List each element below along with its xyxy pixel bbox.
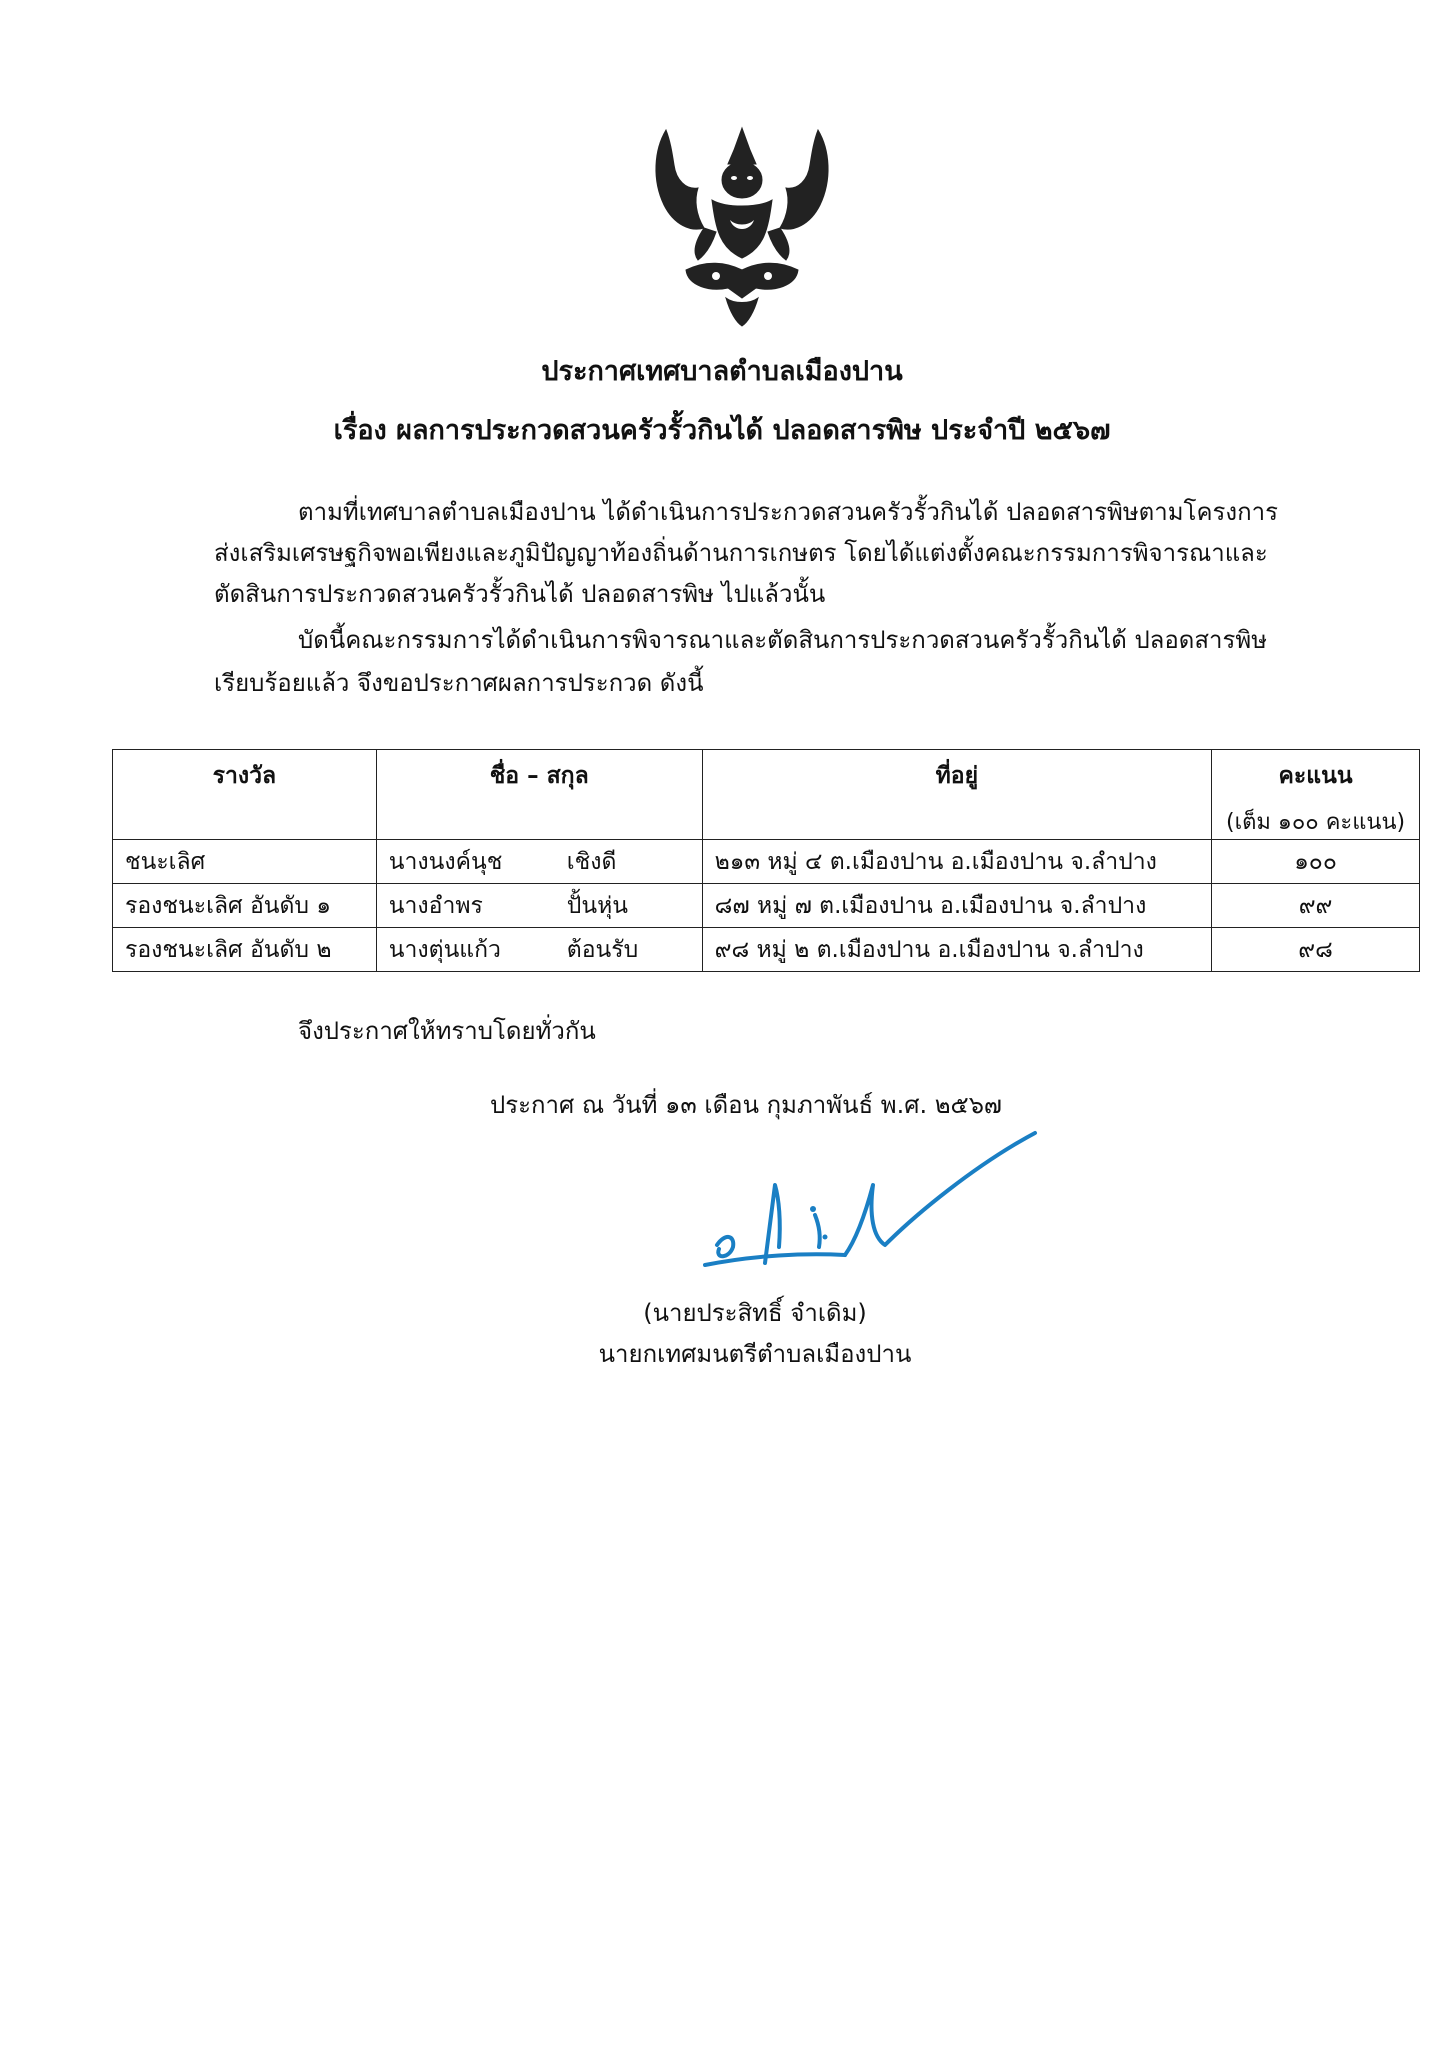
score-cell: ๑๐๐ — [1212, 840, 1420, 884]
address-cell: ๘๗ หมู่ ๗ ต.เมืองปาน อ.เมืองปาน จ.ลำปาง — [702, 884, 1212, 928]
award-cell: รองชนะเลิศ อันดับ ๒ — [113, 928, 377, 972]
header-score-label: คะแนน — [1278, 763, 1353, 789]
table-row — [113, 840, 1420, 884]
first-name: นางอำพร — [388, 892, 483, 919]
body-line: บัดนี้คณะกรรมการได้ดำเนินการพิจารณาและตัดสินการประกวดสวนครัวรั้วกินได้ ปลอดสารพิษ — [298, 626, 1268, 654]
table-header-row — [113, 750, 1420, 840]
table-row — [113, 884, 1420, 928]
signature — [695, 1125, 1040, 1290]
garuda-emblem-icon — [646, 120, 838, 330]
surname: เชิงดี — [566, 848, 617, 875]
surname: ปั้นหุ่น — [566, 892, 628, 919]
header-name: ชื่อ – สกุล — [376, 750, 702, 840]
address-cell: ๙๘ หมู่ ๒ ต.เมืองปาน อ.เมืองปาน จ.ลำปาง — [702, 928, 1212, 972]
body-line: ตัดสินการประกวดสวนครัวรั้วกินได้ ปลอดสารพิษ ไปแล้วนั้น — [214, 580, 826, 608]
announcement-subject: เรื่อง ผลการประกวดสวนครัวรั้วกินได้ ปลอดสารพิษ ประจำปี ๒๕๖๗ — [333, 415, 1111, 446]
address-cell: ๒๑๓ หมู่ ๔ ต.เมืองปาน อ.เมืองปาน จ.ลำปาง — [702, 840, 1212, 884]
results-table — [112, 749, 1420, 972]
header-award: รางวัล — [113, 750, 377, 840]
name-cell — [376, 928, 702, 972]
header-score — [1212, 750, 1420, 840]
closing-statement: จึงประกาศให้ทราบโดยทั่วกัน — [298, 1017, 596, 1045]
name-cell — [376, 884, 702, 928]
body-line: ตามที่เทศบาลตำบลเมืองปาน ได้ดำเนินการประกวดสวนครัวรั้วกินได้ ปลอดสารพิษตามโครงการ — [298, 498, 1279, 526]
score-cell: ๙๙ — [1212, 884, 1420, 928]
first-name: นางตุ่นแก้ว — [388, 936, 501, 963]
surname: ต้อนรับ — [566, 936, 639, 963]
signatory-name: (นายประสิทธิ์ จำเดิม) — [643, 1299, 867, 1327]
body-line: ส่งเสริมเศรษฐกิจพอเพียงและภูมิปัญญาท้องถิ่นด้านการเกษตร โดยได้แต่งตั้งคณะกรรมการพิจารณาและ — [214, 539, 1268, 567]
header-address: ที่อยู่ — [702, 750, 1212, 840]
award-cell: รองชนะเลิศ อันดับ ๑ — [113, 884, 377, 928]
header-score-note: (เต็ม ๑๐๐ คะแนน) — [1226, 810, 1406, 835]
body-line: เรียบร้อยแล้ว จึงขอประกาศผลการประกวด ดังนี้ — [214, 669, 704, 697]
name-cell — [376, 840, 702, 884]
signatory-position: นายกเทศมนตรีตำบลเมืองปาน — [598, 1340, 912, 1368]
award-cell: ชนะเลิศ — [113, 840, 377, 884]
announcement-date: ประกาศ ณ วันที่ ๑๓ เดือน กุมภาพันธ์ พ.ศ. ๒๕๖๗ — [490, 1091, 1002, 1119]
score-cell: ๙๘ — [1212, 928, 1420, 972]
table-row — [113, 928, 1420, 972]
announcement-title: ประกาศเทศบาลตำบลเมืองปาน — [541, 356, 903, 387]
first-name: นางนงค์นุช — [388, 848, 503, 875]
